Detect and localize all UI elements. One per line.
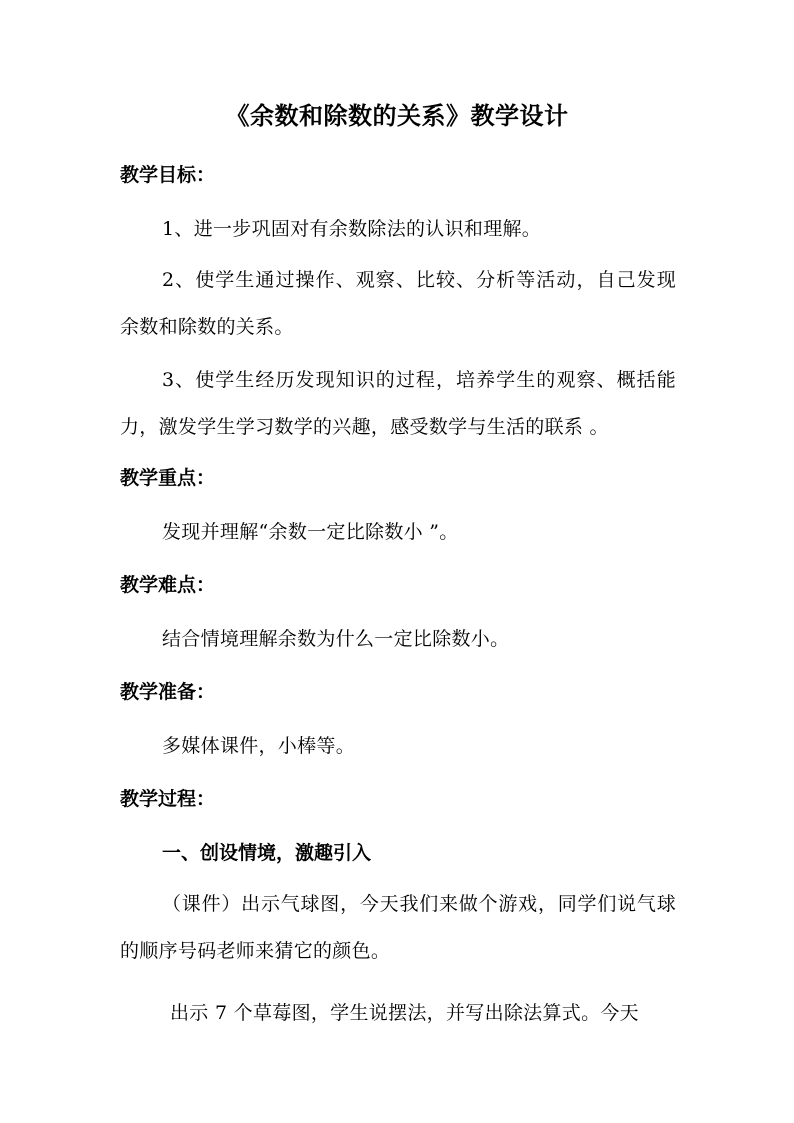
difficulties-text: 结合情境理解余数为什么一定比除数小。 [162,628,510,650]
key-points-heading: 教学重点： [120,467,216,489]
process-paragraph-1: （课件）出示气球图，今天我们来做个游戏，同学们说气球的顺序号码老师来猜它的颜色。 [120,893,676,962]
preparation-text: 多媒体课件，小棒等。 [162,735,356,757]
process-paragraph-2: 出示 7 个草莓图，学生说摆法，并写出除法算式。今天 [170,1002,639,1024]
process-heading: 教学过程： [120,788,216,810]
objectives-heading: 教学目标： [120,164,216,186]
document-title: 《余数和除数的关系》教学设计 [225,101,569,130]
key-points-text: 发现并理解“余数一定比除数小 ”。 [162,521,459,543]
objective-item-3: 3、使学生经历发现知识的过程，培养学生的观察、概括能力，激发学生学习数学的兴趣，感受数学与生活的联系 。 [120,369,676,438]
difficulties-heading: 教学难点： [120,574,216,596]
section-1-heading: 一、创设情境，激趣引入 [162,842,372,864]
objective-item-2: 2、使学生通过操作、观察、比较、分析等活动，自己发现余数和除数的关系。 [120,269,676,338]
objective-item-1: 1、进一步巩固对有余数除法的认识和理解。 [162,218,542,240]
preparation-heading: 教学准备： [120,681,216,703]
